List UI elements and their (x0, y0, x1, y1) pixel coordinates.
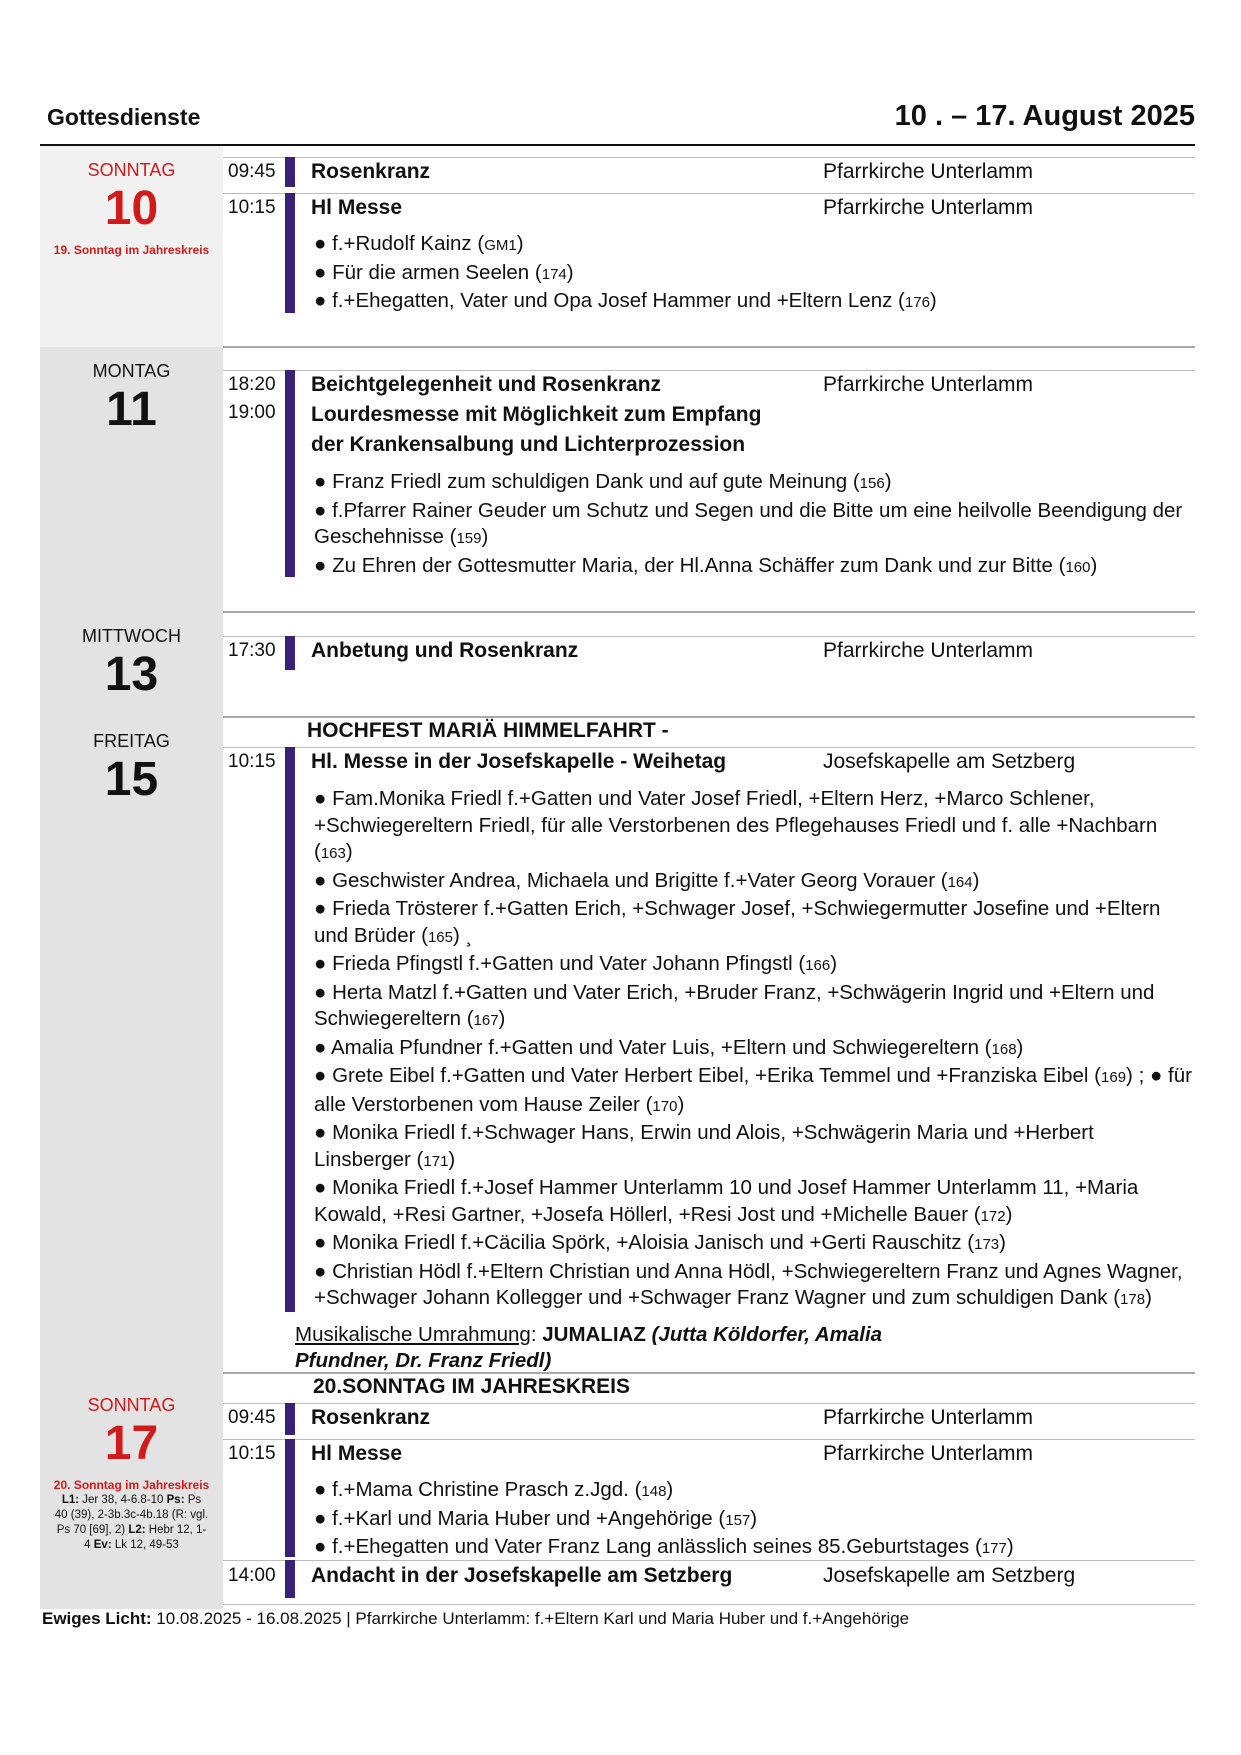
event-location: Pfarrkirche Unterlamm (823, 160, 1034, 183)
intention: ● Frieda Trösterer f.+Gatten Erich, +Schwager Josef, +Schwiegermutter Josefine und +Eltern und Brüder (165) ¸ (314, 897, 1161, 947)
intention: ● Monika Friedl f.+Cäcilia Spörk, +Aloisia Janisch und +Gerti Rauschitz (173) (314, 1231, 1006, 1254)
day-number: 11 (106, 383, 157, 436)
event-location: Pfarrkirche Unterlamm (823, 196, 1034, 219)
event-location: Pfarrkirche Unterlamm (823, 639, 1034, 662)
liturgical-day: 20. Sonntag im Jahreskreis (53, 1478, 210, 1492)
mass-intentions (314, 1477, 1194, 1563)
day-cell-montag-11 (40, 347, 223, 438)
day-number: 15 (104, 753, 159, 806)
day-cell-sonntag-10 (40, 146, 223, 347)
event-title: Hl Messe (311, 1442, 403, 1465)
intention: ● Christian Hödl f.+Eltern Christian und Anna Hödl, +Schwiegereltern Franz und Agnes Wagner, +Schwager Johann Kollegger und +Schwager Franz Wagner und zum schuldigen Dank (178) (314, 1259, 1183, 1309)
day-cell-mittwoch-13 (40, 612, 223, 703)
intention: ● Monika Friedl f.+Josef Hammer Unterlamm 10 und Josef Hammer Unterlamm 11, +Maria Kowald, +Resi Gartner, +Josefa Höllerl, +Resi Jost und +Michelle Bauer (172) (314, 1176, 1139, 1226)
eternal-light-note: Ewiges Licht: 10.08.2025 - 16.08.2025 | Pfarrkirche Unterlamm: f.+Eltern Karl und Maria Huber und f.+Angehörige (42, 1609, 910, 1628)
event-title: Lourdesmesse mit Möglichkeit zum Empfang (311, 403, 762, 426)
event-title: Hl. Messe in der Josefskapelle - Weihetag (311, 750, 727, 773)
event-location: Josefskapelle am Setzberg (823, 1564, 1076, 1587)
event-bar (285, 747, 295, 1312)
musical-accompaniment: Musikalische Umrahmung: JUMALIAZ (Jutta Köldorfer, Amalia Pfundner, Dr. Franz Friedl) (295, 1323, 883, 1372)
event-title: der Krankensalbung und Lichterprozession (311, 433, 746, 456)
feast-title: 20.SONNTAG IM JAHRESKREIS (313, 1375, 630, 1398)
event-location: Pfarrkirche Unterlamm (823, 1442, 1034, 1465)
feast-title: HOCHFEST MARIÄ HIMMELFAHRT - (307, 719, 669, 742)
event-title: Hl Messe (311, 196, 403, 219)
event-time: 09:45 (228, 161, 276, 182)
event-bar (285, 1439, 295, 1557)
readings: L1: Jer 38, 4-6.8-10 Ps: Ps 40 (39), 2-3b.3c-4b.18 (R: vgl. Ps 70 [69], 2) L2: Hebr 12, 1-4 Ev: Lk 12, 49-53 (54, 1494, 209, 1551)
intention: ● Grete Eibel f.+Gatten und Vater Herbert Eibel, +Erika Temmel und +Franziska Eibel (169) ; ● für alle Verstorbenen vom Hause Zeiler (170) (314, 1064, 1192, 1116)
intention: ● Frieda Pfingstl f.+Gatten und Vater Johann Pfingstl (166) (314, 952, 838, 975)
row-divider (223, 1604, 1195, 1605)
intention: ● f.+Ehegatten und Vater Franz Lang anlässlich seines 85.Geburtstages (177) (314, 1535, 1014, 1558)
event-location: Josefskapelle am Setzberg (823, 750, 1076, 773)
day-cell-freitag-15 (40, 717, 223, 808)
event-time: 14:00 (228, 1565, 276, 1586)
event-bar (285, 1560, 295, 1598)
event-title: Rosenkranz (311, 160, 431, 183)
date-range: 10 . – 17. August 2025 (894, 100, 1195, 132)
day-number: 10 (104, 182, 159, 235)
event-time: 10:15 (228, 1443, 276, 1464)
event-bar (285, 370, 295, 577)
event-time: 19:00 (228, 402, 276, 423)
mass-intentions (314, 231, 1194, 317)
intention: ● Monika Friedl f.+Schwager Hans, Erwin und Alois, +Schwägerin Maria und +Herbert Linsberger (171) (314, 1121, 1094, 1171)
event-bar (285, 193, 295, 313)
day-divider (223, 611, 1195, 613)
day-divider (223, 716, 1195, 718)
intention: ● Franz Friedl zum schuldigen Dank und auf gute Meinung (156) (314, 470, 892, 493)
intention: ● Zu Ehren der Gottesmutter Maria, der Hl.Anna Schäffer zum Dank und zur Bitte (160) (314, 553, 1098, 577)
intention: ● f.+Karl und Maria Huber und +Angehörige (157) (314, 1506, 758, 1530)
day-name: FREITAG (93, 731, 170, 751)
event-time: 10:15 (228, 197, 276, 218)
day-number: 13 (104, 648, 159, 701)
event-time: 18:20 (228, 374, 276, 395)
event-bar (285, 1403, 295, 1435)
intention: ● Für die armen Seelen (174) (314, 260, 574, 284)
mass-intentions (314, 786, 1194, 1314)
intention: ● f.Pfarrer Rainer Geuder um Schutz und Segen und die Bitte um eine heilvolle Beendigung der Geschehnisse (159) (314, 498, 1183, 548)
day-cell-sonntag-17 (40, 1381, 223, 1553)
day-name: SONNTAG (87, 160, 176, 180)
day-number: 17 (104, 1417, 159, 1470)
event-location: Pfarrkirche Unterlamm (823, 1406, 1034, 1429)
day-name: MONTAG (92, 361, 171, 381)
event-title: Beichtgelegenheit und Rosenkranz (311, 373, 662, 396)
event-time: 09:45 (228, 1407, 276, 1428)
intention: ● Herta Matzl f.+Gatten und Vater Erich, +Bruder Franz, +Schwägerin Ingrid und +Eltern und Schwiegereltern (167) (314, 980, 1155, 1030)
event-title: Anbetung und Rosenkranz (311, 639, 579, 662)
event-bar (285, 636, 295, 670)
intention: ● Fam.Monika Friedl f.+Gatten und Vater Josef Friedl, +Eltern Herz, +Marco Schlener, +Schwiegereltern Friedl, für alle Verstorbenen des Pflegehauses Friedl und f. alle +Nachbarn (163) (314, 787, 1158, 863)
event-title: Andacht in der Josefskapelle am Setzberg (311, 1564, 733, 1587)
liturgical-day: 19. Sonntag im Jahreskreis (53, 243, 210, 257)
intention: ● Geschwister Andrea, Michaela und Brigitte f.+Vater Georg Vorauer (164) (314, 868, 980, 892)
intention: ● f.+Rudolf Kainz (GM1) (314, 232, 524, 255)
event-location: Pfarrkirche Unterlamm (823, 373, 1034, 396)
mass-intentions (314, 469, 1194, 581)
event-time: 10:15 (228, 751, 276, 772)
day-name: SONNTAG (87, 1395, 176, 1415)
intention: ● f.+Mama Christine Prasch z.Jgd. (148) (314, 1478, 674, 1501)
event-time: 17:30 (228, 640, 276, 661)
intention: ● Amalia Pfundner f.+Gatten und Vater Luis, +Eltern und Schwiegereltern (168) (314, 1035, 1024, 1059)
event-bar (285, 157, 295, 187)
page-title: Gottesdienste (47, 104, 201, 130)
day-name: MITTWOCH (82, 626, 181, 646)
intention: ● f.+Ehegatten, Vater und Opa Josef Hammer und +Eltern Lenz (176) (314, 289, 937, 312)
event-title: Rosenkranz (311, 1406, 431, 1429)
day-divider (223, 346, 1195, 348)
